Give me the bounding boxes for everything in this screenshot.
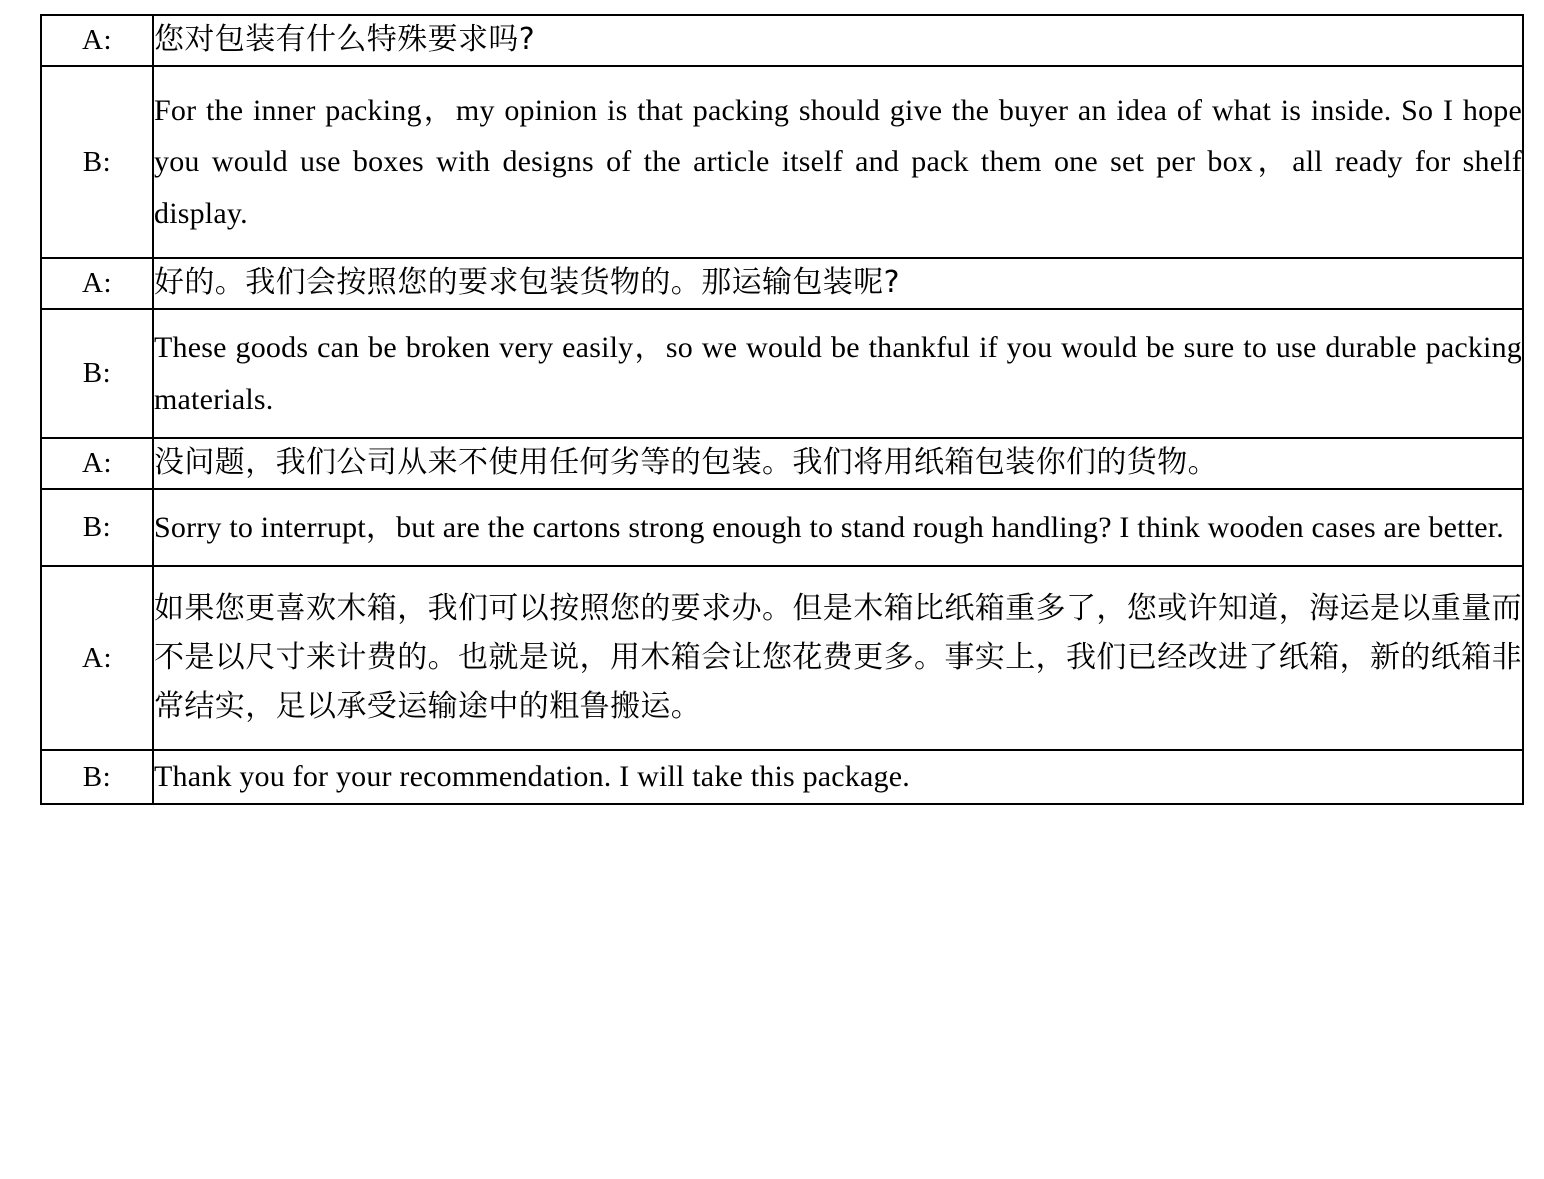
- table-row: [41, 750, 1523, 804]
- utterance-text: 如果您更喜欢木箱，我们可以按照您的要求办。但是木箱比纸箱重多了，您或许知道，海运是以重量而不是以尺寸来计费的。也就是说，用木箱会让您花费更多。事实上，我们已经改进了纸箱，新的纸箱非常结实，足以承受运输途中的粗鲁搬运。: [154, 591, 1522, 724]
- speaker-label: A:: [41, 438, 153, 489]
- utterance-text: Sorry to interrupt，but are the cartons strong enough to stand rough handling? I think wooden cases are better.: [154, 510, 1504, 544]
- speaker-label: B:: [41, 750, 153, 804]
- speaker-label: A:: [41, 258, 153, 309]
- speaker-label: B:: [41, 309, 153, 438]
- table-row: [41, 309, 1523, 438]
- table-row: [41, 489, 1523, 567]
- utterance-cell: [153, 15, 1523, 66]
- utterance-cell: [153, 258, 1523, 309]
- utterance-text: 没问题，我们公司从来不使用任何劣等的包装。我们将用纸箱包装你们的货物。: [154, 445, 1218, 481]
- dialogue-table-body: [41, 15, 1523, 804]
- table-row: [41, 66, 1523, 259]
- table-row: [41, 258, 1523, 309]
- utterance-cell: [153, 489, 1523, 567]
- utterance-cell: [153, 438, 1523, 489]
- utterance-cell: [153, 750, 1523, 804]
- speaker-label: B:: [41, 66, 153, 259]
- utterance-cell: [153, 309, 1523, 438]
- table-row: [41, 15, 1523, 66]
- utterance-text: Thank you for your recommendation. I will take this package.: [154, 760, 910, 794]
- utterance-text: These goods can be broken very easily，so we would be thankful if you would be sure to use durable packing materials.: [154, 330, 1522, 416]
- table-row: [41, 566, 1523, 750]
- dialogue-table: [40, 14, 1524, 805]
- speaker-label: A:: [41, 15, 153, 66]
- utterance-cell: [153, 66, 1523, 259]
- utterance-text: 您对包装有什么特殊要求吗?: [154, 22, 536, 57]
- table-row: [41, 438, 1523, 489]
- utterance-text: For the inner packing，my opinion is that packing should give the buyer an idea of what is inside. So I hope you would use boxes with designs of the article itself and pack them one set per box，all ready for shelf display.: [154, 93, 1522, 230]
- utterance-cell: [153, 566, 1523, 750]
- speaker-label: B:: [41, 489, 153, 567]
- utterance-text: 好的。我们会按照您的要求包装货物的。那运输包装呢?: [154, 265, 900, 301]
- speaker-label: A:: [41, 566, 153, 750]
